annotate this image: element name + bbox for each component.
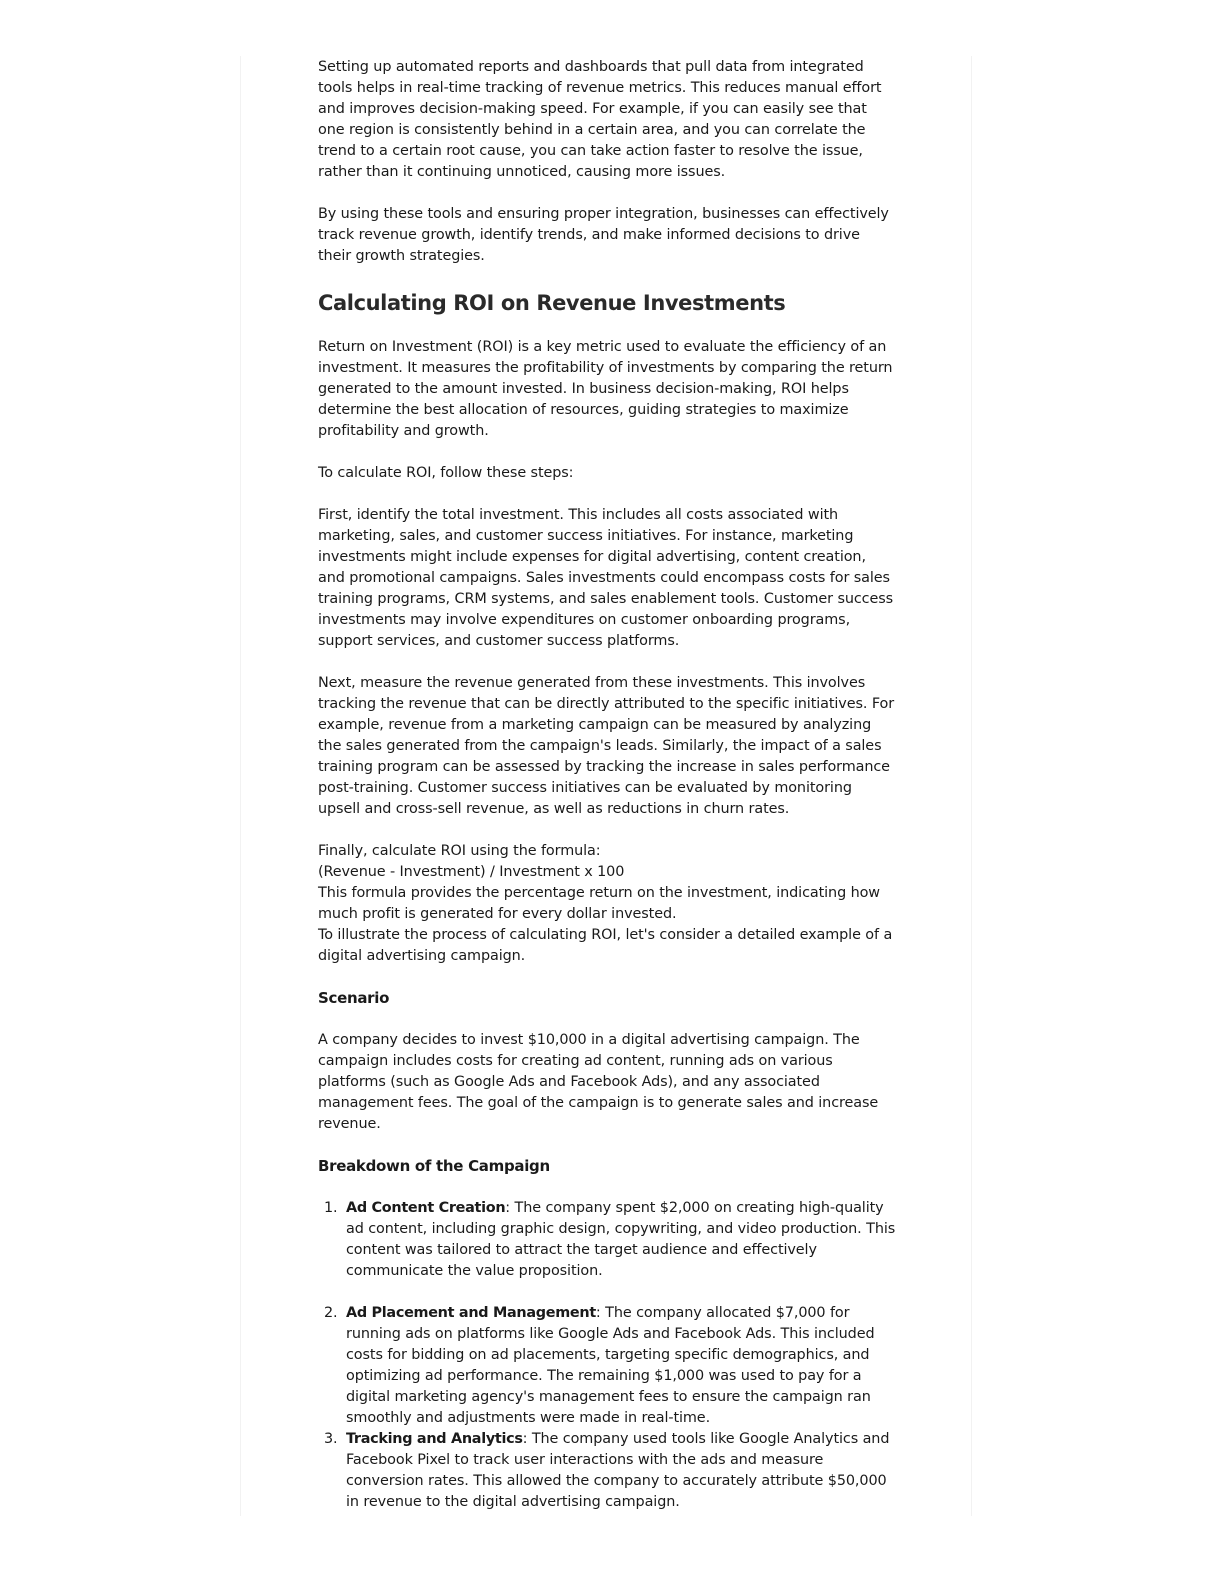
intro-paragraph-1: Setting up automated reports and dashboards that pull data from integrated tools helps in real-time tracking of revenue metrics. This reduces manual effort and improves decision-making speed. For example, if you can easily see that one region is consistently behind in a certain area, and you can correlate the trend to a certain root cause, you can take action faster to resolve the issue, rather than it continuing unnoticed, causing more issues.: [318, 59, 882, 180]
roi-definition-paragraph: Return on Investment (ROI) is a key metric used to evaluate the efficiency of an investment. It measures the profitability of investments by comparing the return generated to the amount invested. In business decision-making, ROI helps determine the best allocation of resources, guiding strategies to maximize profitability and growth.: [318, 339, 893, 439]
list-number: 3.: [324, 1431, 338, 1447]
breakdown-heading: Breakdown of the Campaign: [318, 1157, 550, 1175]
list-item-title: Tracking and Analytics: [346, 1431, 523, 1447]
document-body: [318, 57, 896, 1513]
section-heading: Calculating ROI on Revenue Investments: [318, 291, 786, 315]
list-item-text: : The company allocated $7,000 for running ads on platforms like Google Ads and Facebook Ads. This included costs for bidding on ad placements, targeting specific demographics, and optimizing ad performance. The remaining $1,000 was used to pay for a digital marketing agency's management fees to ensure the campaign ran smoothly and adjustments were made in real-time.: [346, 1305, 875, 1426]
revenue-paragraph: Next, measure the revenue generated from these investments. This involves tracking the revenue that can be directly attributed to the specific initiatives. For example, revenue from a marketing campaign can be measured by analyzing the sales generated from the campaign's leads. Similarly, the impact of a sales training program can be assessed by tracking the increase in sales performance post-training. Customer success initiatives can be evaluated by monitoring upsell and cross-sell revenue, as well as reductions in churn rates.: [318, 675, 895, 817]
investment-paragraph: First, identify the total investment. This includes all costs associated with marketing, sales, and customer success initiatives. For instance, marketing investments might include expenses for digital advertising, content creation, and promotional campaigns. Sales investments could encompass costs for sales training programs, CRM systems, and sales enablement tools. Customer success investments may involve expenditures on customer onboarding programs, support services, and customer success platforms.: [318, 507, 894, 649]
list-item-title: Ad Placement and Management: [346, 1305, 596, 1321]
list-item: [318, 1303, 896, 1429]
formula-explanation: This formula provides the percentage return on the investment, indicating how much profit is generated for every dollar invested.: [318, 885, 880, 922]
list-item: [318, 1198, 896, 1282]
list-item-text: : The company used tools like Google Analytics and Facebook Pixel to track user interactions with the ads and measure conversion rates. This allowed the company to accurately attribute $50,000 in revenue to the digital advertising campaign.: [346, 1431, 890, 1510]
list-item: [318, 1429, 896, 1513]
list-number: 2.: [324, 1305, 338, 1321]
scenario-paragraph: A company decides to invest $10,000 in a digital advertising campaign. The campaign includes costs for creating ad content, running ads on various platforms (such as Google Ads and Facebook Ads), and any associated management fees. The goal of the campaign is to generate sales and increase revenue.: [318, 1032, 879, 1132]
steps-intro-paragraph: To calculate ROI, follow these steps:: [318, 465, 574, 481]
breakdown-list: [318, 1198, 896, 1513]
roi-formula: (Revenue - Investment) / Investment x 100: [318, 864, 625, 880]
list-number: 1.: [324, 1200, 338, 1216]
list-item-title: Ad Content Creation: [346, 1200, 506, 1216]
list-item-text: : The company spent $2,000 on creating high-quality ad content, including graphic design, copywriting, and video production. This content was tailored to attract the target audience and effectively communicate the value proposition.: [346, 1200, 896, 1279]
formula-intro: Finally, calculate ROI using the formula:: [318, 843, 601, 859]
example-intro: To illustrate the process of calculating ROI, let's consider a detailed example of a digital advertising campaign.: [318, 927, 893, 964]
scenario-heading: Scenario: [318, 989, 390, 1007]
intro-paragraph-2: By using these tools and ensuring proper integration, businesses can effectively track revenue growth, identify trends, and make informed decisions to drive their growth strategies.: [318, 206, 889, 264]
